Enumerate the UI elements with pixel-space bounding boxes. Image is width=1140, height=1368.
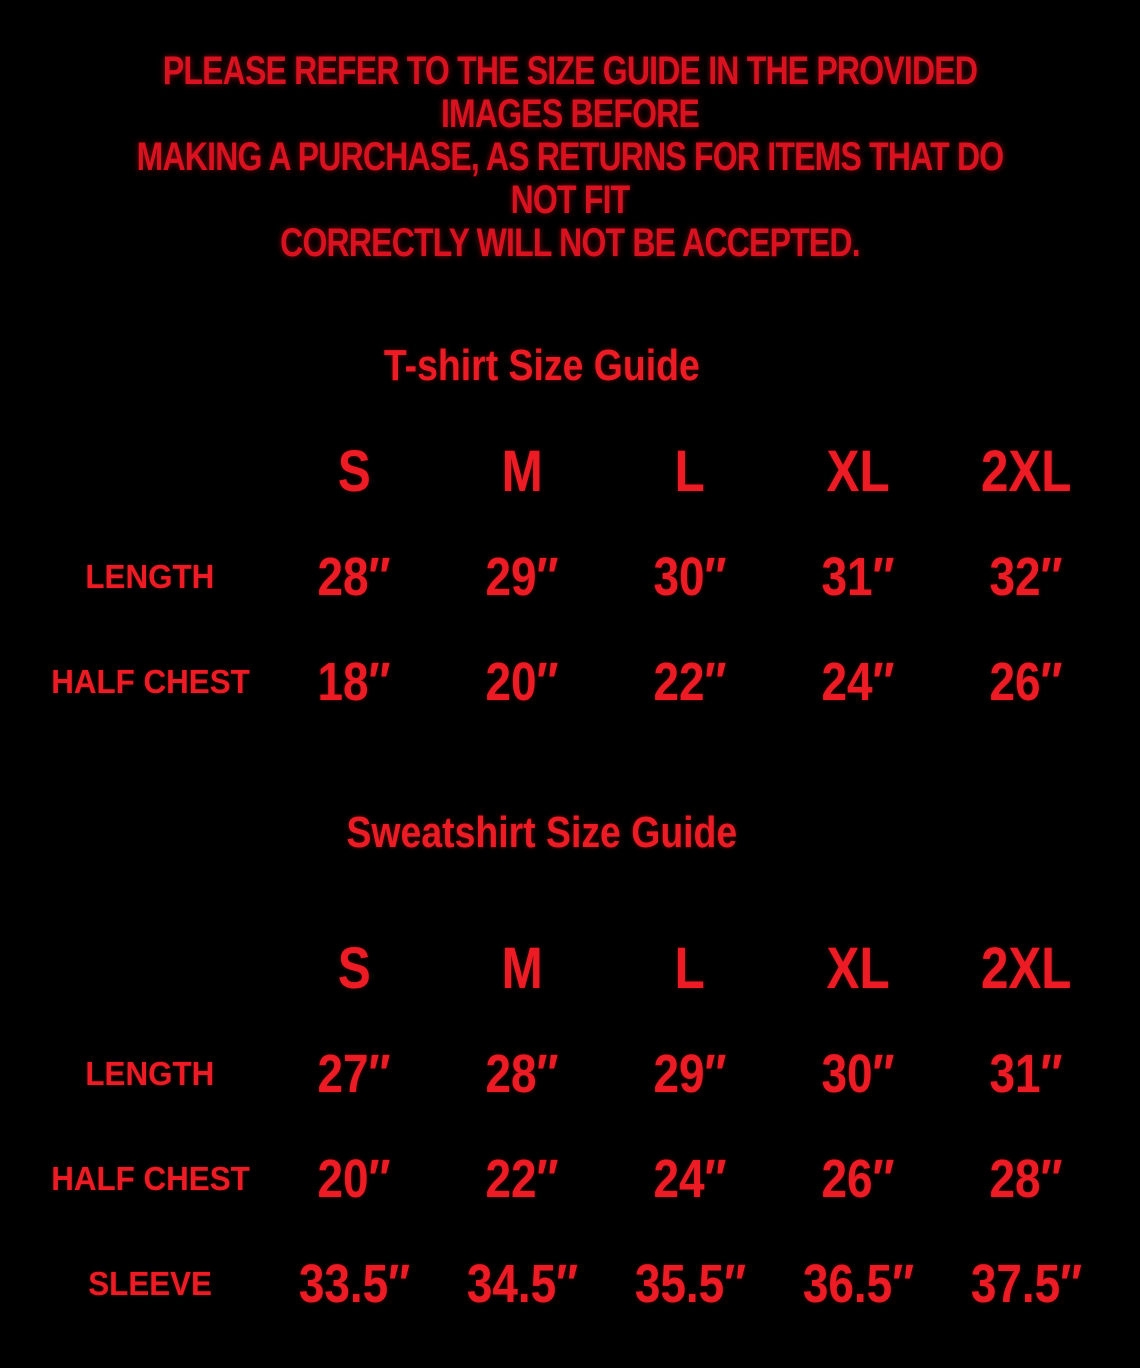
sweatshirt-col-header-xl: XL <box>826 936 890 1001</box>
warning-line-2: MAKING A PURCHASE, AS RETURNS FOR ITEMS THAT DO NOT FIT <box>136 135 1004 222</box>
tshirt-half-chest-value-s: 18″ <box>317 651 391 712</box>
warning-line-1: PLEASE REFER TO THE SIZE GUIDE IN THE PROVIDED IMAGES BEFORE <box>162 49 978 136</box>
sweatshirt-size-table <box>30 916 1110 1336</box>
sweatshirt-sleeve-row-label: SLEEVE <box>88 1264 212 1302</box>
sweatshirt-sleeve-value-s: 33.5″ <box>298 1253 410 1314</box>
sweatshirt-length-value-2xl: 31″ <box>989 1043 1063 1104</box>
tshirt-length-value-m: 29″ <box>485 546 559 607</box>
tshirt-half-chest-value-2xl: 26″ <box>989 651 1063 712</box>
sweatshirt-half-chest-value-2xl: 28″ <box>989 1148 1063 1209</box>
sweatshirt-length-value-l: 29″ <box>653 1043 727 1104</box>
sweatshirt-col-header-2xl: 2XL <box>980 936 1072 1001</box>
sweatshirt-col-header-m: M <box>501 936 543 1001</box>
tshirt-size-table <box>30 419 1110 734</box>
tshirt-half-chest-row-label: HALF CHEST <box>50 662 250 700</box>
tshirt-length-row-label: LENGTH <box>85 557 215 595</box>
sweatshirt-col-header-l: L <box>674 936 706 1001</box>
tshirt-length-value-s: 28″ <box>317 546 391 607</box>
tshirt-length-value-2xl: 32″ <box>989 546 1063 607</box>
tshirt-half-chest-value-l: 22″ <box>653 651 727 712</box>
sweatshirt-sleeve-value-m: 34.5″ <box>466 1253 578 1314</box>
warning-line-3: CORRECTLY WILL NOT BE ACCEPTED. <box>280 221 860 265</box>
sweatshirt-length-value-s: 27″ <box>317 1043 391 1104</box>
tshirt-length-value-l: 30″ <box>653 546 727 607</box>
sweatshirt-half-chest-value-s: 20″ <box>317 1148 391 1209</box>
tshirt-col-header-2xl: 2XL <box>980 439 1072 504</box>
purchase-warning <box>114 0 1026 265</box>
sweatshirt-length-value-xl: 30″ <box>821 1043 895 1104</box>
sweatshirt-length-value-m: 28″ <box>485 1043 559 1104</box>
tshirt-half-chest-value-xl: 24″ <box>821 651 895 712</box>
tshirt-col-header-m: M <box>501 439 543 504</box>
sweatshirt-sleeve-value-xl: 36.5″ <box>802 1253 914 1314</box>
sweatshirt-half-chest-row-label: HALF CHEST <box>50 1159 250 1197</box>
sweatshirt-sleeve-value-2xl: 37.5″ <box>970 1253 1082 1314</box>
tshirt-half-chest-value-m: 20″ <box>485 651 559 712</box>
tshirt-col-header-l: L <box>674 439 706 504</box>
sweatshirt-half-chest-value-xl: 26″ <box>821 1148 895 1209</box>
sweatshirt-half-chest-value-m: 22″ <box>485 1148 559 1209</box>
tshirt-guide-title: T-shirt Size Guide <box>384 341 700 390</box>
sweatshirt-length-row-label: LENGTH <box>85 1054 215 1092</box>
sweatshirt-half-chest-value-l: 24″ <box>653 1148 727 1209</box>
tshirt-length-value-xl: 31″ <box>821 546 895 607</box>
tshirt-col-header-xl: XL <box>826 439 890 504</box>
sweatshirt-sleeve-value-l: 35.5″ <box>634 1253 746 1314</box>
sweatshirt-guide-title: Sweatshirt Size Guide <box>346 808 738 857</box>
sweatshirt-col-header-s: S <box>337 936 371 1001</box>
tshirt-col-header-s: S <box>337 439 371 504</box>
